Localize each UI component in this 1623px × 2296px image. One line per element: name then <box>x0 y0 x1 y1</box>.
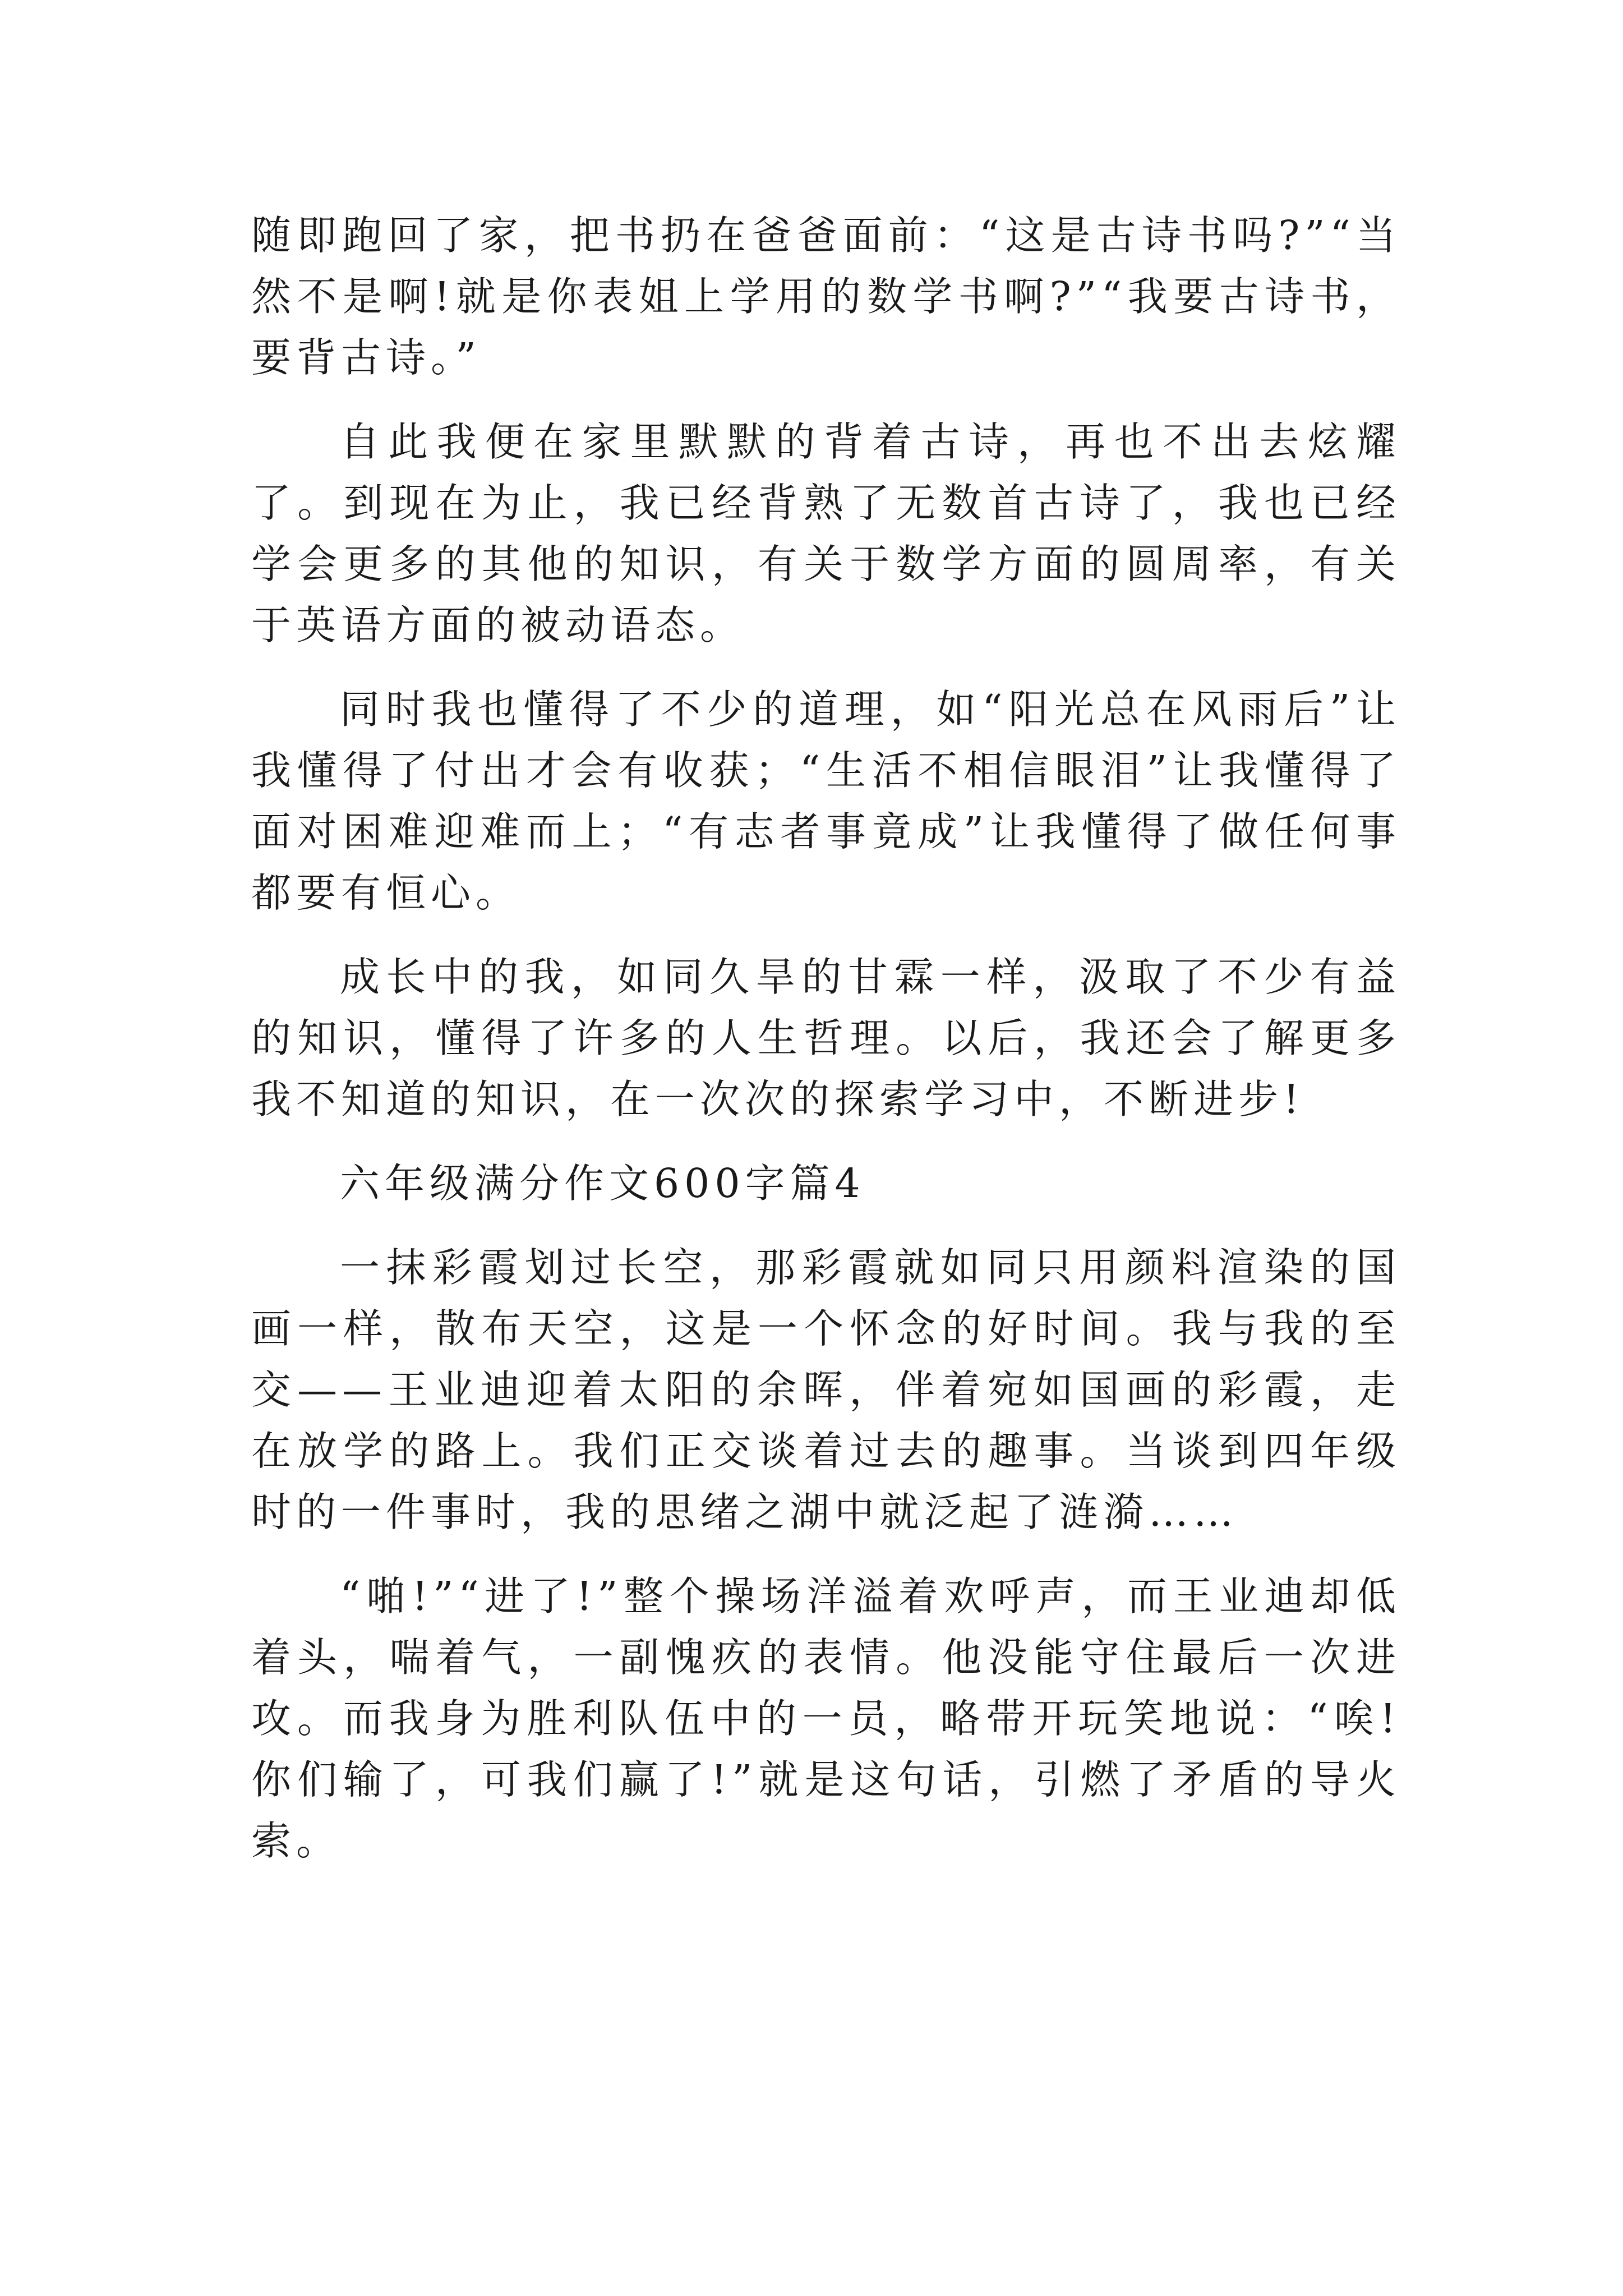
paragraph-5: 一抹彩霞划过长空，那彩霞就如同只用颜料渲染的国画一样，散布天空，这是一个怀念的好时间。我与我的至交——王业迪迎着太阳的余晖，伴着宛如国画的彩霞，走在放学的路上。我们正交谈着过去的趣事。当谈到四年级时的一件事时，我的思绪之湖中就泛起了涟漪…… <box>251 1244 1401 1535</box>
section-heading: 六年级满分作文600字篇4 <box>340 1160 865 1207</box>
document-body <box>251 205 1401 1894</box>
paragraph-3: 同时我也懂得了不少的道理，如“阳光总在风雨后”让我懂得了付出才会有收获；“生活不相信眼泪”让我懂得了面对困难迎难而上；“有志者事竟成”让我懂得了做任何事都要有恒心。 <box>251 686 1401 916</box>
paragraph-2: 自此我便在家里默默的背着古诗，再也不出去炫耀了。到现在为止，我已经背熟了无数首古诗了，我也已经学会更多的其他的知识，有关于数学方面的圆周率，有关于英语方面的被动语态。 <box>251 418 1401 648</box>
paragraph-1: 随即跑回了家，把书扔在爸爸面前：“这是古诗书吗?”“当然不是啊!就是你表姐上学用的数学书啊?”“我要古诗书，要背古诗。” <box>251 212 1401 381</box>
paragraph-4: 成长中的我，如同久旱的甘霖一样，汲取了不少有益的知识，懂得了许多的人生哲理。以后，我还会了解更多我不知道的知识，在一次次的探索学习中，不断进步! <box>251 954 1401 1122</box>
paragraph-6: “啪!”“进了!”整个操场洋溢着欢呼声，而王业迪却低着头，喘着气，一副愧疚的表情。他没能守住最后一次进攻。而我身为胜利队伍中的一员，略带开玩笑地说：“唉!你们输了，可我们赢了!”就是这句话，引燃了矛盾的导火索。 <box>251 1573 1401 1864</box>
